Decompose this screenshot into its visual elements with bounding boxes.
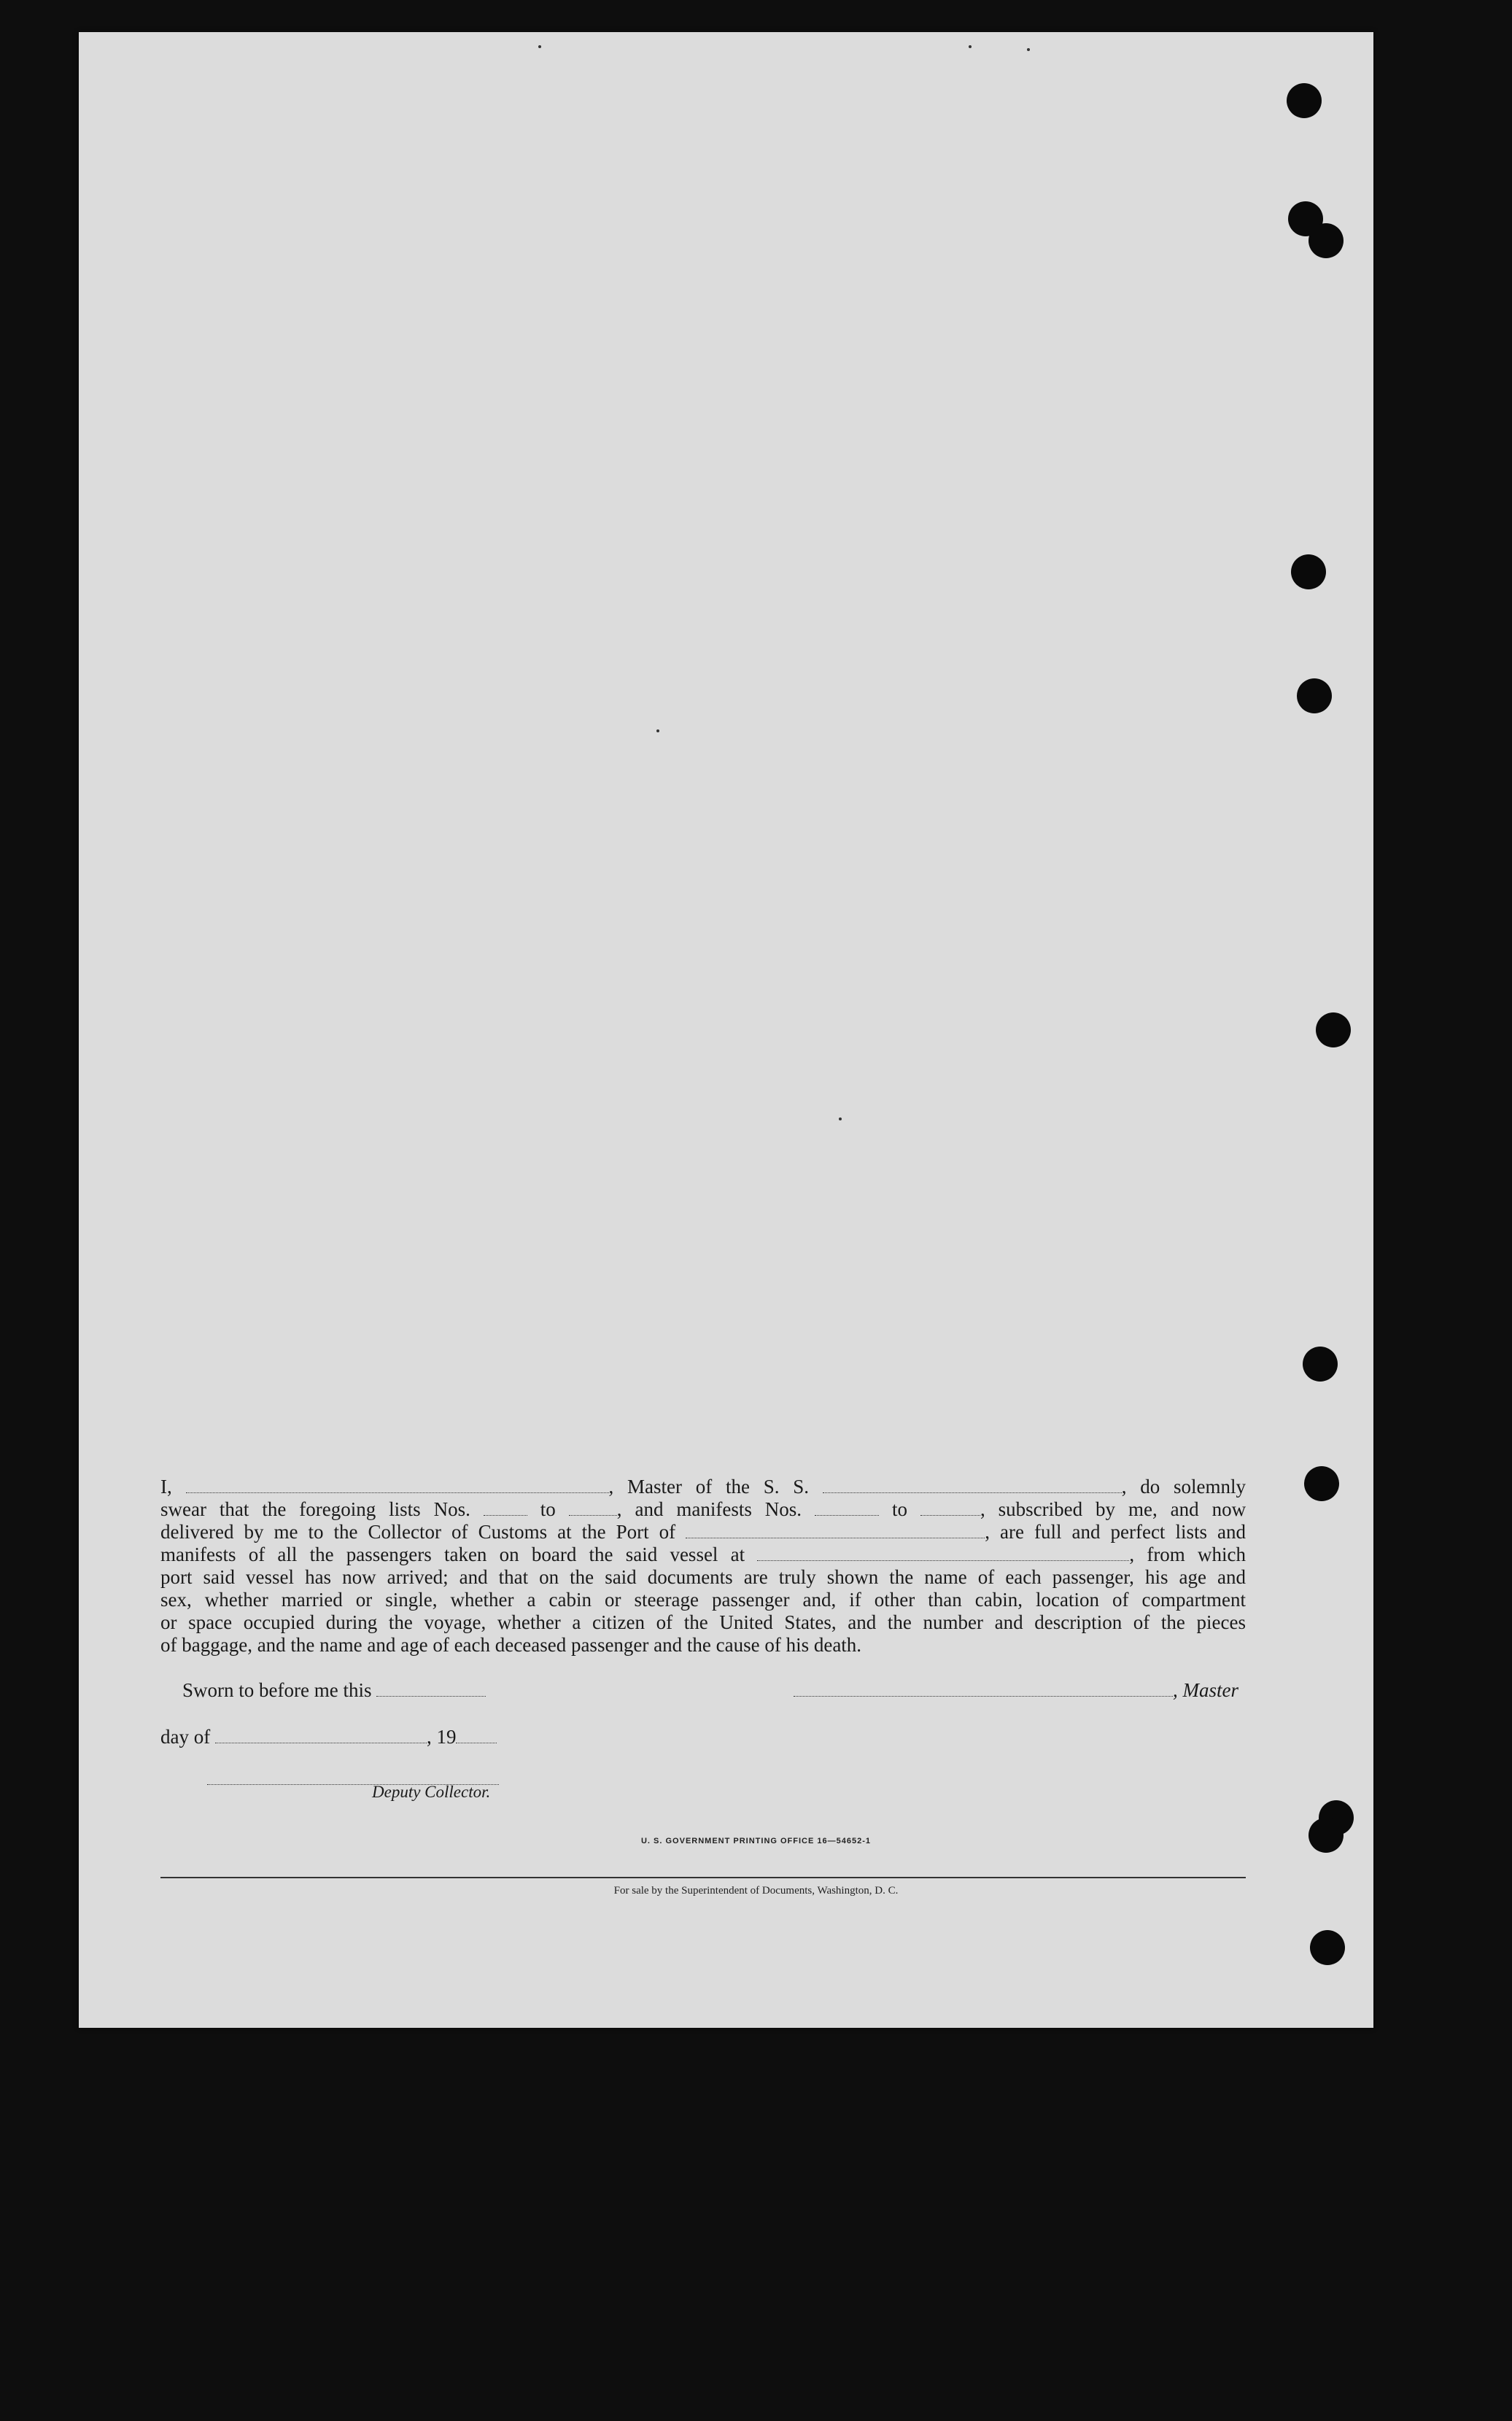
master-name-blank[interactable]	[186, 1476, 609, 1493]
master-label: , Master	[1173, 1679, 1238, 1701]
sworn-label: Sworn to before me this	[182, 1679, 372, 1701]
oath-line-8: of baggage, and the name and age of each deceased passenger and the cause of his death.	[160, 1634, 862, 1656]
oath-text: manifests of all the passengers taken on board the said vessel at	[160, 1543, 745, 1565]
oath-text: delivered by me to the Collector of Customs at the Port of	[160, 1521, 676, 1543]
oath-text: swear that the foregoing lists Nos.	[160, 1498, 470, 1520]
departure-port-blank[interactable]	[757, 1544, 1129, 1561]
oath-text: , and manifests Nos.	[616, 1498, 802, 1520]
master-signature-line	[794, 1679, 1238, 1702]
manifests-to-blank[interactable]	[920, 1499, 980, 1516]
day-of-line	[160, 1726, 497, 1748]
vessel-name-blank[interactable]	[823, 1476, 1122, 1493]
oath-line-6: sex, whether married or single, whether a cabin or steerage passenger and, if other than cabin, location of compartment	[160, 1589, 1246, 1611]
punch-hole	[1297, 678, 1332, 713]
deputy-collector-label: Deputy Collector.	[372, 1783, 491, 1801]
punch-hole	[1287, 83, 1322, 118]
punch-hole	[1316, 1012, 1351, 1047]
scan-speck	[656, 729, 659, 732]
oath-text: to	[891, 1498, 907, 1520]
scan-speck	[969, 45, 972, 48]
oath-text: , do solemnly	[1121, 1476, 1247, 1498]
punch-hole	[1304, 1466, 1339, 1501]
oath-text: , are full and perfect lists and	[985, 1521, 1246, 1543]
oath-line-2	[160, 1498, 1246, 1521]
oath-line-1	[160, 1476, 1246, 1498]
punch-hole	[1303, 1347, 1338, 1382]
oath-line-4	[160, 1543, 1246, 1566]
scan-speck	[538, 45, 541, 48]
scan-speck	[1027, 48, 1030, 51]
oath-text: , from which	[1129, 1543, 1247, 1565]
punch-hole	[1291, 554, 1326, 589]
oath-line-7: or space occupied during the voyage, whether a citizen of the United States, and the number and description of the pieces	[160, 1611, 1246, 1633]
sworn-before-line	[182, 1679, 486, 1702]
footer-rule	[160, 1877, 1246, 1878]
lists-to-blank[interactable]	[569, 1499, 617, 1516]
oath-text: to	[540, 1498, 556, 1520]
printing-office-imprint: U. S. GOVERNMENT PRINTING OFFICE 16—54652-1	[640, 1837, 871, 1845]
year-blank[interactable]	[456, 1727, 497, 1743]
sworn-day-blank[interactable]	[376, 1680, 486, 1697]
month-blank[interactable]	[215, 1727, 427, 1743]
oath-text: I,	[160, 1476, 172, 1498]
master-signature-blank[interactable]	[794, 1680, 1173, 1697]
punch-hole	[1309, 1818, 1344, 1853]
sale-notice: For sale by the Superintendent of Documents, Washington, D. C.	[613, 1885, 899, 1897]
oath-text: , subscribed by me, and now	[980, 1498, 1247, 1520]
year-label: , 19	[426, 1726, 457, 1748]
masters-oath	[160, 1476, 1246, 1657]
day-of-label: day of	[160, 1726, 211, 1748]
punch-hole	[1309, 223, 1344, 258]
manifests-from-blank[interactable]	[815, 1499, 879, 1516]
oath-text: , Master of the S. S.	[608, 1476, 810, 1498]
port-blank[interactable]	[686, 1522, 985, 1538]
punch-hole	[1310, 1930, 1345, 1965]
scan-speck	[839, 1117, 842, 1120]
lists-from-blank[interactable]	[484, 1499, 527, 1516]
oath-line-5: port said vessel has now arrived; and that on the said documents are truly shown the name of each passenger, his age and	[160, 1566, 1246, 1588]
oath-line-3	[160, 1521, 1246, 1543]
